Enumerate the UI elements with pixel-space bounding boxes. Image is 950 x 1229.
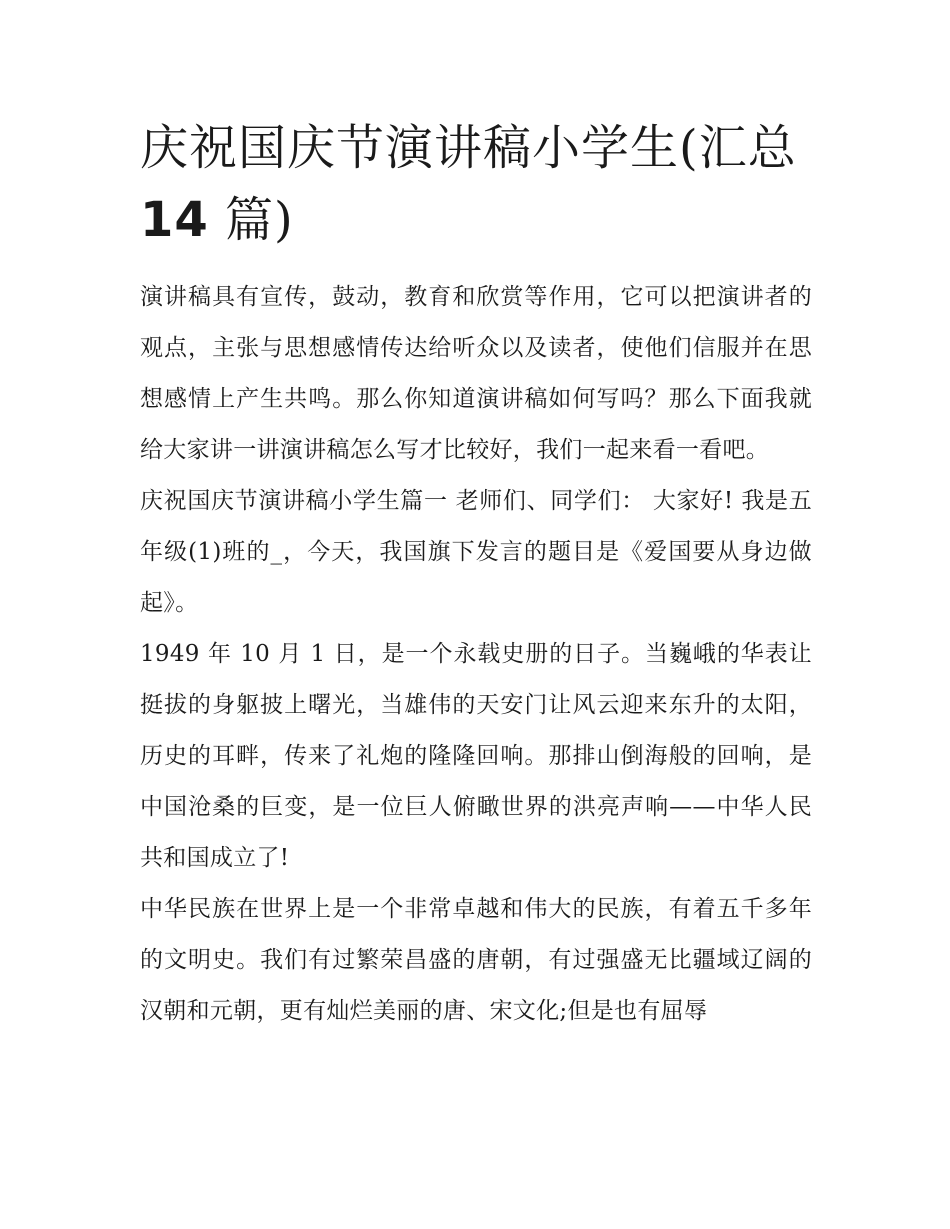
paragraph-founding-day: 1949 年 10 月 1 日，是一个永载史册的日子。当巍峨的华表让挺拔的身躯披上曙光，当雄伟的天安门让风云迎来东升的太阳，历史的耳畔，传来了礼炮的隆隆回响。那排山倒海般的回响，是中国沧桑的巨变，是一位巨人俯瞰世界的洪亮声响——中华人民共和国成立了! xyxy=(140,641,812,871)
title-text: 庆祝国庆节演讲稿小学生(汇总 xyxy=(140,120,797,176)
document-title xyxy=(140,112,812,256)
paragraph-speech-opening: 庆祝国庆节演讲稿小学生篇一 老师们、同学们： 大家好! 我是五年级(1)班的_，今天，我国旗下发言的题目是《爱国要从身边做起》。 xyxy=(140,488,812,616)
paragraph-intro: 演讲稿具有宣传，鼓动，教育和欣赏等作用，它可以把演讲者的观点，主张与思想感情传达给听众以及读者，使他们信服并在思想感情上产生共鸣。那么你知道演讲稿如何写吗？那么下面我就给大家讲一讲演讲稿怎么写才比较好，我们一起来看一看吧。 xyxy=(140,284,812,463)
title-suffix: 篇) xyxy=(208,192,294,248)
title-number: 14 xyxy=(140,192,209,248)
document-page xyxy=(140,112,812,1037)
paragraph-history: 中华民族在世界上是一个非常卓越和伟大的民族，有着五千多年的文明史。我们有过繁荣昌盛的唐朝，有过强盛无比疆域辽阔的汉朝和元朝，更有灿烂美丽的唐、宋文化;但是也有屈辱 xyxy=(140,896,812,1024)
